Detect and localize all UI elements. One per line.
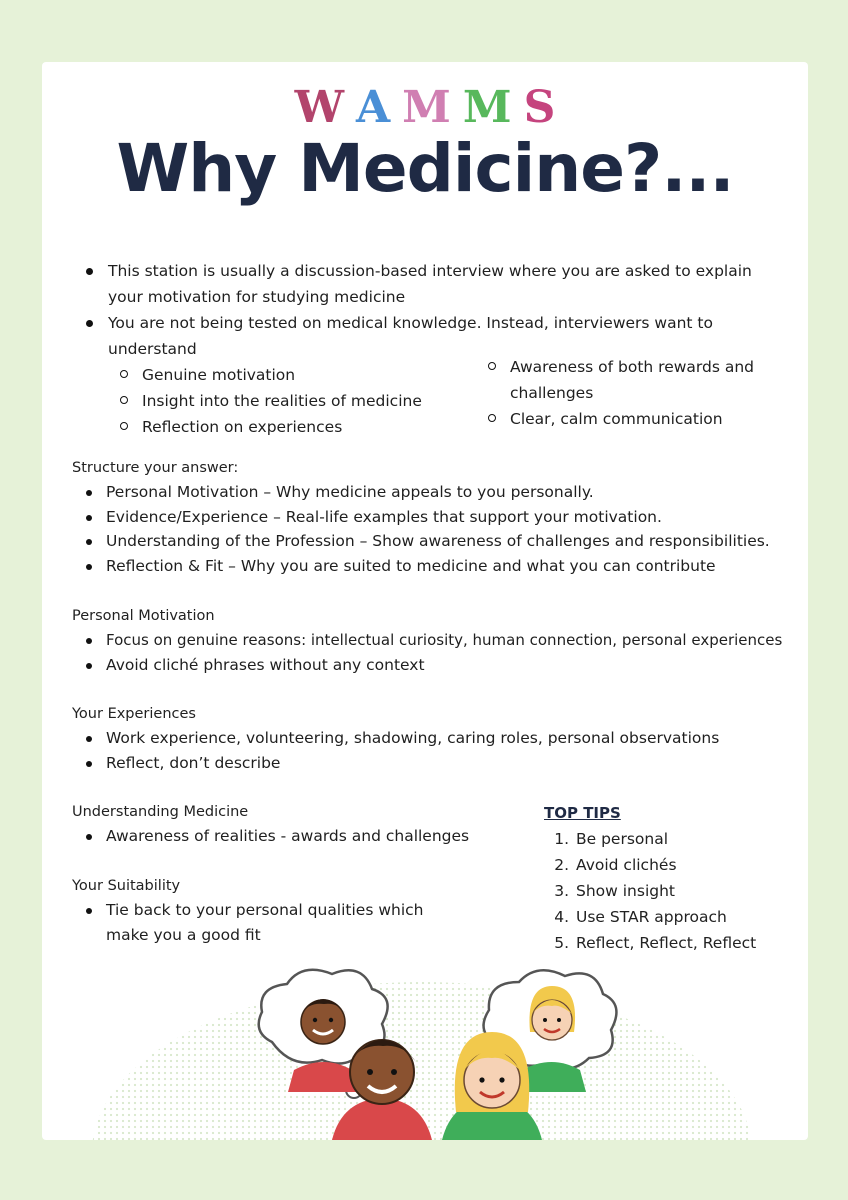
logo-letter: M <box>462 82 512 133</box>
section-heading: Your Experiences <box>72 706 196 722</box>
list-item: This station is usually a discussion-based interview where you are asked to explain your motivation for studying medicine <box>82 258 782 310</box>
motivation-points-right <box>480 354 770 432</box>
logo-letter: S <box>523 82 556 133</box>
list-item: Awareness of realities - awards and challenges <box>72 824 512 849</box>
list-item: Tie back to your personal qualities which make you a good fit <box>72 898 452 947</box>
personal-motivation-section <box>72 604 792 677</box>
intro-list <box>82 258 782 362</box>
tip-item: 1. Be personal <box>574 826 784 852</box>
list-item: Work experience, volunteering, shadowing, caring roles, personal observations <box>72 726 772 751</box>
list-item: Focus on genuine reasons: intellectual curiosity, human connection, personal experiences <box>72 628 792 653</box>
tip-item: 3. Show insight <box>574 878 784 904</box>
halftone-backdrop <box>92 982 752 1140</box>
tip-item: 2. Avoid clichés <box>574 852 784 878</box>
tips-heading: TOP TIPS <box>544 804 621 822</box>
page-title: Why Medicine?... <box>116 130 734 207</box>
list-item: Reflect, don’t describe <box>72 751 772 776</box>
section-heading: Understanding Medicine <box>72 804 249 820</box>
list-item: Reflection & Fit – Why you are suited to medicine and what you can contribute <box>72 554 772 579</box>
tip-item: 5. Reflect, Reflect, Reflect <box>574 930 784 956</box>
list-item: Awareness of both rewards and challenges <box>480 354 770 406</box>
section-heading: Your Suitability <box>72 878 181 894</box>
document-page <box>42 62 808 1140</box>
logo-letter: A <box>356 82 391 133</box>
list-item: Genuine motivation <box>112 362 432 388</box>
logo-letter: W <box>294 82 345 133</box>
list-item: Clear, calm communication <box>480 406 770 432</box>
understanding-section <box>72 800 512 849</box>
suitability-section <box>72 874 452 947</box>
section-heading: Structure your answer: <box>72 460 239 476</box>
motivation-points-left <box>112 362 432 440</box>
students-illustration <box>42 962 808 1140</box>
list-item: Understanding of the Profession – Show awareness of challenges and responsibilities. <box>72 529 772 554</box>
logo-letter: M <box>402 82 451 133</box>
structure-section <box>72 456 772 578</box>
tip-item: 4. Use STAR approach <box>574 904 784 930</box>
list-item: Reflection on experiences <box>112 414 432 440</box>
list-item: Insight into the realities of medicine <box>112 388 432 414</box>
wamms-logo <box>42 82 808 132</box>
top-tips <box>544 800 784 956</box>
list-item: You are not being tested on medical knowledge. Instead, interviewers want to understand <box>82 310 782 362</box>
list-item: Personal Motivation – Why medicine appeals to you personally. <box>72 480 772 505</box>
section-heading: Personal Motivation <box>72 608 215 624</box>
experiences-section <box>72 702 772 775</box>
list-item: Avoid cliché phrases without any context <box>72 653 792 678</box>
list-item: Evidence/Experience – Real-life examples that support your motivation. <box>72 505 772 530</box>
